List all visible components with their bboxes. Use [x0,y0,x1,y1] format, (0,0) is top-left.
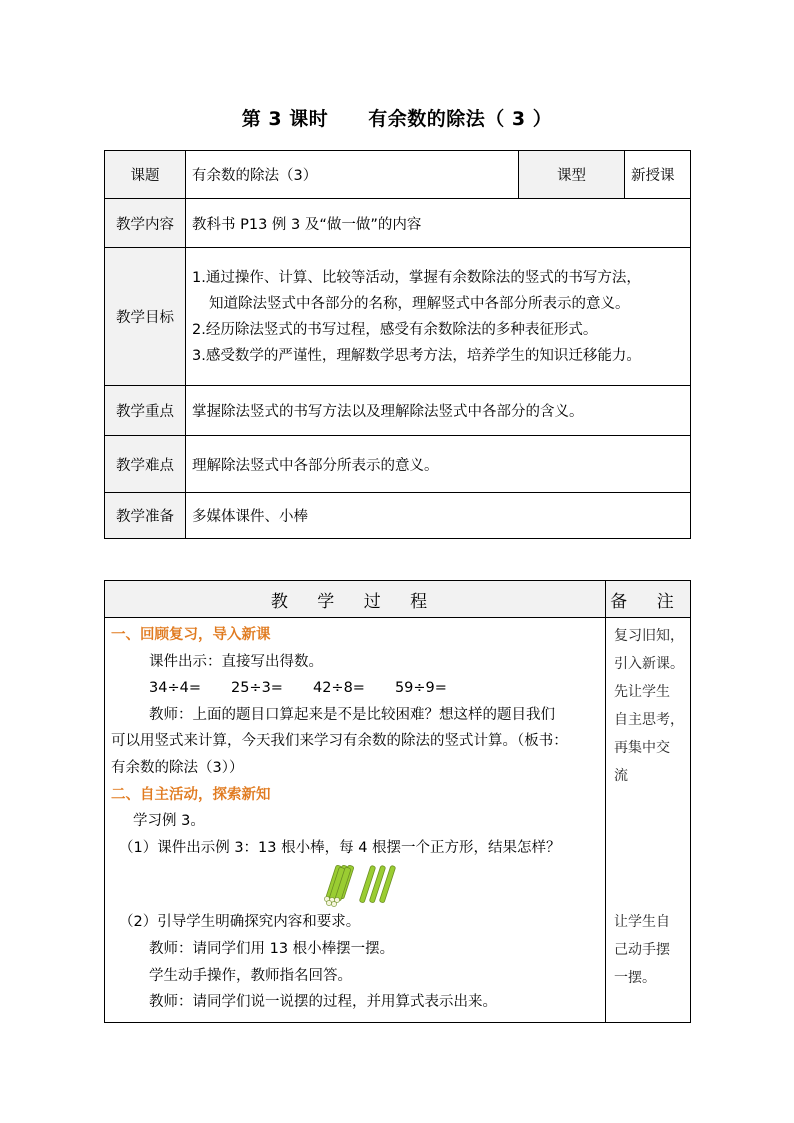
sticks-illustration [315,863,405,907]
equation: 59÷9= [394,680,447,697]
process-body [105,618,606,1023]
s2-line-4: 教师：请同学们用 13 根小棒摆一摆。 [149,940,395,957]
lesson-title [0,104,794,131]
difficulty-label: 教学难点 [105,436,186,493]
equation: 42÷8= [312,680,365,697]
section-1-title: 一、回顾复习，导入新课 [111,627,271,643]
notes-column [606,618,691,1023]
s2-line-6: 教师：请同学们说一说摆的过程，并用算式表示出来。 [149,994,497,1011]
goal-1: 1.通过操作、计算、比较等活动，掌握有余数除法的竖式的书写方法， [192,269,641,286]
s1-line-2: 教师：上面的题目口算起来是不是比较困难？想这样的题目我们 [149,706,555,723]
s2-line-5: 学生动手操作，教师指名回答。 [149,967,352,984]
prep-label: 教学准备 [105,493,186,539]
note-line: 己动手摆 [614,942,670,958]
equation: 34÷4= [149,680,201,697]
type-value: 新授课 [625,151,691,199]
content-value: 教科书 P13 例 3 及“做一做”的内容 [186,199,691,248]
topic-label: 课题 [105,151,186,199]
note-line: 流 [614,768,628,784]
prep-value: 多媒体课件、小棒 [186,493,691,539]
s2-line-3: （2）引导学生明确探究内容和要求。 [119,914,361,931]
lesson-info-table [104,150,691,539]
goal-2: 2.经历除法竖式的书写过程，感受有余数除法的多种表征形式。 [192,321,598,338]
section-2-title: 二、自主活动，探索新知 [111,786,271,803]
notes-header: 备 注 [606,581,691,618]
content-label: 教学内容 [105,199,186,248]
key-value: 掌握除法竖式的书写方法以及理解除法竖式中各部分的含义。 [186,386,691,436]
equation-list [111,675,603,702]
note-line: 引入新课。 [614,656,684,672]
goal-1-cont: 知道除法竖式中各部分的名称，理解竖式中各部分所表示的意义。 [209,295,630,312]
note-line: 先让学生 [614,684,670,700]
goals-list [186,248,691,386]
s1-line-4: 有余数的除法（3）） [111,759,244,776]
s2-line-1: 学习例 3。 [133,813,205,830]
key-label: 教学重点 [105,386,186,436]
s1-line-1: 课件出示：直接写出得数。 [149,653,323,670]
equation: 25÷3= [230,680,283,697]
note-line: 再集中交 [614,740,670,756]
difficulty-value: 理解除法竖式中各部分所表示的意义。 [186,436,691,493]
sticks-image [111,861,603,909]
lesson-name: 有余数的除法（ 3 ） [368,108,553,130]
goals-label: 教学目标 [105,248,186,386]
note-line: 复习旧知， [614,628,684,644]
type-label: 课型 [519,151,625,199]
process-header: 教 学 过 程 [105,581,606,618]
lesson-period: 第 3 课时 [241,108,329,130]
note-line: 一摆。 [614,970,656,986]
s2-line-2: （1）课件出示例 3：13 根小棒，每 4 根摆一个正方形，结果怎样？ [119,839,561,856]
goal-3: 3.感受数学的严谨性，理解数学思考方法，培养学生的知识迁移能力。 [192,347,641,364]
note-line: 让学生自 [614,914,670,930]
topic-value: 有余数的除法（3） [186,151,519,199]
note-line: 自主思考， [614,712,684,728]
s1-line-3: 可以用竖式来计算，今天我们来学习有余数的除法的竖式计算。（板书： [111,733,568,750]
teaching-process-table [104,580,691,1023]
